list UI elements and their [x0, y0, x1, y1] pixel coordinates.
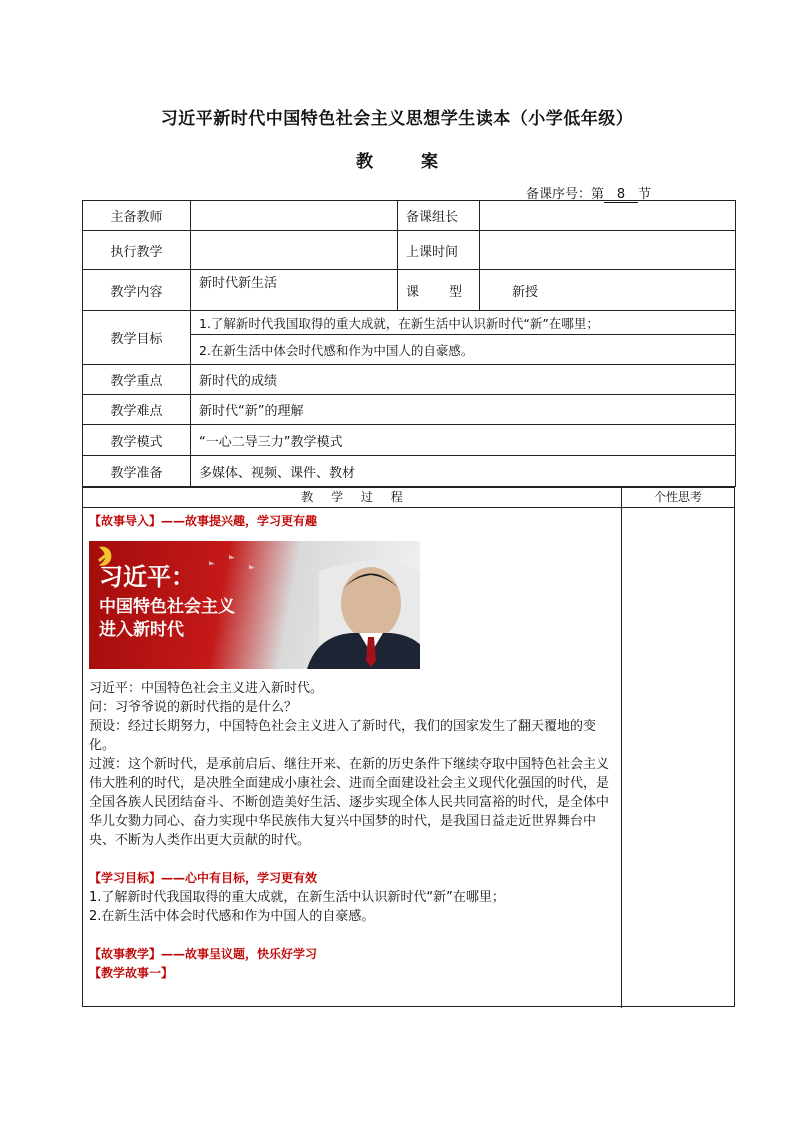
lesson-number: 8: [604, 188, 638, 203]
process-column-divider: [621, 508, 622, 1008]
teaching-process-section: [82, 487, 735, 1007]
class-time-value: [480, 231, 736, 270]
goals-heading: 【学习目标】——心中有目标，学习更有效: [89, 871, 318, 885]
lead-teacher-label: 主备教师: [83, 201, 191, 231]
type-label-b: 型: [449, 284, 463, 300]
mode-value: “一心二导三力”教学模式: [191, 425, 736, 456]
content-label: 教学内容: [83, 270, 191, 311]
group-leader-label: 备课组长: [398, 201, 480, 231]
info-table: [82, 200, 736, 487]
banner-line-2: 中国特色社会主义: [99, 597, 235, 616]
info-row-goal-1: [83, 311, 736, 335]
focus-label: 教学重点: [83, 365, 191, 395]
info-row-prep: [83, 456, 736, 487]
exec-label: 执行教学: [83, 231, 191, 270]
process-body: [89, 512, 617, 983]
info-row-difficulty: [83, 395, 736, 425]
paragraph-4: 过渡：这个新时代，是承前启后、继往开来、在新的历史条件下继续夺取中国特色社会主义伟大胜利的时代，是决胜全面建成小康社会、进而全面建设社会主义现代化强国的时代，是全国各族人民团结奋斗、不断创造美好生活、逐步实现全体人民共同富裕的时代，是全体中华儿女勠力同心、奋力实现中华民族伟大复兴中国梦的时代，是我国日益走近世界舞台中央、不断为人类作出更大贡献的时代。: [89, 757, 610, 848]
banner-line-1: 习近平：: [99, 564, 195, 591]
info-row-exec: [83, 231, 736, 270]
info-row-mode: [83, 425, 736, 456]
process-goal-1: 1.了解新时代我国取得的重大成就，在新生活中认识新时代“新”在哪里；: [89, 890, 505, 905]
process-header-left: 教 学 过 程: [83, 488, 622, 507]
focus-value: 新时代的成绩: [191, 365, 736, 395]
portrait-face: [341, 567, 401, 639]
process-header-right: 个性思考: [653, 490, 702, 504]
paragraph-2: 问：习爷爷说的新时代指的是什么？: [89, 700, 298, 715]
paragraph-3: 预设：经过长期努力，中国特色社会主义进入了新时代，我们的国家发生了翻天覆地的变化。: [89, 719, 597, 753]
hammer-sickle-icon: [98, 547, 111, 566]
prep-label: 教学准备: [83, 456, 191, 487]
lesson-prefix: 备课序号：第: [526, 187, 605, 202]
story-one-heading: 【教学故事一】: [89, 966, 174, 980]
group-leader-value: [480, 201, 736, 231]
difficulty-label: 教学难点: [83, 395, 191, 425]
class-time-label: 上课时间: [398, 231, 480, 270]
content-value: 新时代新生活: [191, 270, 398, 311]
difficulty-value: 新时代“新”的理解: [191, 395, 736, 425]
goal-2: 2.在新生活中体会时代感和作为中国人的自豪感。: [191, 335, 736, 365]
process-header: [83, 488, 734, 508]
type-value: 新授: [480, 270, 736, 311]
banner-line-3: 进入新时代: [99, 620, 184, 639]
banner-image: [89, 541, 420, 669]
story-intro-heading: 【故事导入】——故事提兴趣，学习更有趣: [89, 514, 318, 528]
info-row-focus: [83, 365, 736, 395]
type-label: [398, 270, 480, 311]
type-label-a: 课: [406, 284, 420, 300]
exec-value: [191, 231, 398, 270]
paragraph-1: 习近平：中国特色社会主义进入新时代。: [89, 681, 324, 696]
prep-value: 多媒体、视频、课件、教材: [191, 456, 736, 487]
document-title: 习近平新时代中国特色社会主义思想学生读本（小学低年级）: [160, 109, 634, 129]
banner-graphic: [89, 541, 420, 669]
process-goal-2: 2.在新生活中体会时代感和作为中国人的自豪感。: [89, 909, 375, 924]
lesson-suffix: 节: [638, 187, 652, 202]
lead-teacher-value: [191, 201, 398, 231]
document-subtitle: 教 案: [356, 152, 438, 172]
mode-label: 教学模式: [83, 425, 191, 456]
story-teach-heading: 【故事教学】——故事呈议题，快乐好学习: [89, 947, 318, 961]
info-row-content: [83, 270, 736, 311]
info-row-teachers: [83, 201, 736, 231]
goal-1: 1.了解新时代我国取得的重大成就，在新生活中认识新时代“新”在哪里；: [191, 311, 736, 335]
goals-label: 教学目标: [83, 311, 191, 365]
